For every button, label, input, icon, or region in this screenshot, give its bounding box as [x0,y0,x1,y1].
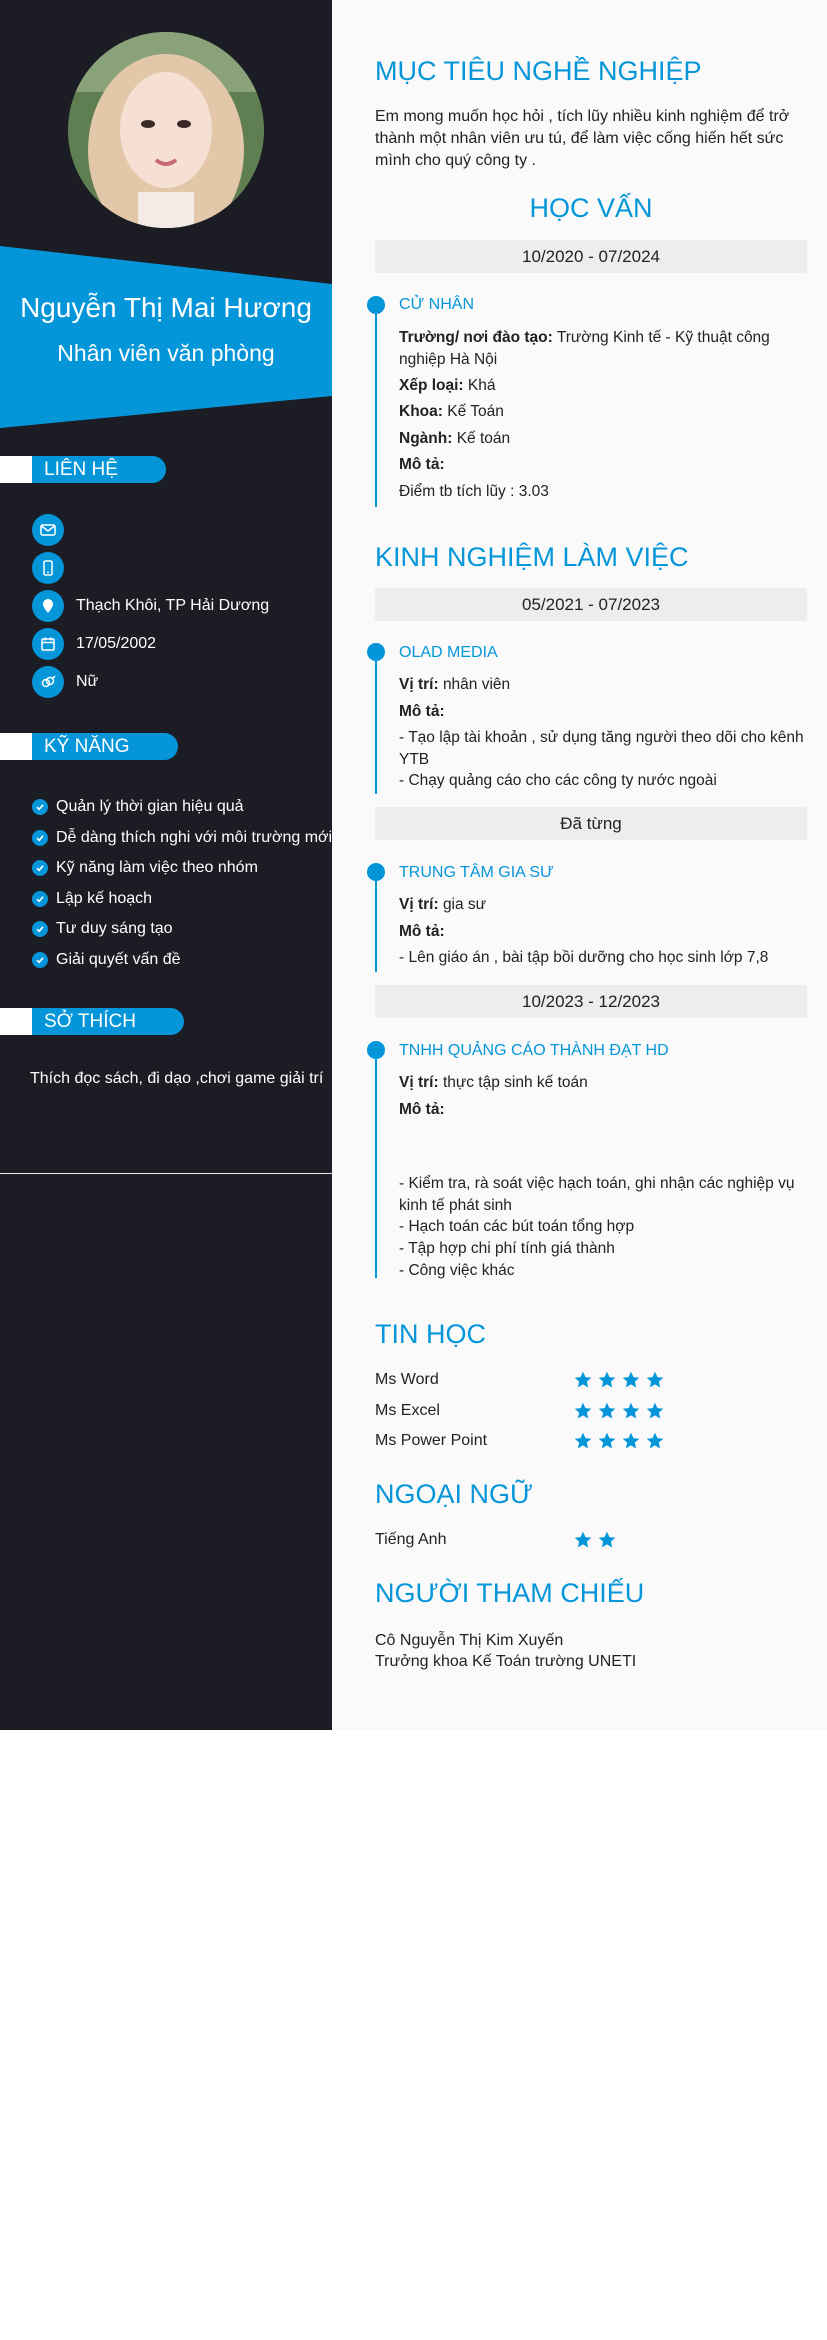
star-rating [573,1370,665,1390]
job-desc-line: - Kiểm tra, rà soát việc hạch toán, ghi nhận các nghiệp vụ kinh tế phát sinh [399,1175,795,1214]
objective-title: MỤC TIÊU NGHỀ NGHIỆP [375,56,702,86]
contact-phone [32,552,76,584]
star-icon [621,1370,641,1390]
education-timeline [375,305,377,507]
star-icon [573,1530,593,1550]
job-position: Vị trí: thực tập sinh kế toán [399,1074,588,1091]
reference-name: Cô Nguyễn Thị Kim Xuyến [375,1632,564,1649]
check-icon [32,952,48,968]
star-icon [597,1370,617,1390]
job-position: Vị trí: nhân viên [399,676,511,693]
job-timeline [375,652,377,794]
references-title: NGƯỜI THAM CHIẾU [375,1578,645,1608]
check-icon [32,830,48,846]
star-icon [573,1370,593,1390]
star-icon [645,1431,665,1451]
timeline-dot [367,643,385,661]
skills-title: KỸ NĂNG [32,733,178,760]
job-period: 10/2023 - 12/2023 [375,985,807,1018]
check-icon [32,860,48,876]
language-row: Tiếng Anh [375,1529,807,1551]
star-icon [597,1401,617,1421]
gender-icon [32,666,64,698]
job-title: Nhân viên văn phòng [57,340,275,366]
skill-item: Tư duy sáng tạo [32,919,173,939]
star-icon [621,1401,641,1421]
check-icon [32,891,48,907]
check-icon [32,921,48,937]
star-rating [573,1530,617,1550]
skill-item: Giải quyết vấn đề [32,950,181,970]
job-timeline [375,872,377,972]
star-icon [573,1401,593,1421]
timeline-dot [367,296,385,314]
experience-title: KINH NGHIỆM LÀM VIỆC [375,542,689,572]
education-rank: Xếp loại: Khá [399,377,496,394]
job-position: Vị trí: gia sư [399,896,487,913]
star-rating [573,1431,665,1451]
it-skill-row: Ms Excel [375,1400,807,1422]
contact-gender: Nữ [32,666,98,698]
job-company: TRUNG TÂM GIA SƯ [399,864,554,881]
skill-item: Lập kế hoạch [32,889,152,909]
it-skills-title: TIN HỌC [375,1319,486,1349]
phone-icon [32,552,64,584]
timeline-dot [367,1041,385,1059]
contact-birthday: 17/05/2002 [32,628,156,660]
education-period: 10/2020 - 07/2024 [375,240,807,273]
objective-text: Em mong muốn học hỏi , tích lũy nhiều kinh nghiệm để trở thành một nhân viên ưu tú, để làm việc cống hiến hết sức mình cho quý công ty . [375,108,790,169]
job-desc-line: - Tạo lập tài khoản , sử dụng tăng người theo dõi cho kênh YTB [399,729,804,768]
education-desc: Điểm tb tích lũy : 3.03 [399,483,549,500]
email-icon [32,514,64,546]
timeline-dot [367,863,385,881]
job-period: Đã từng [375,807,807,840]
degree: CỬ NHÂN [399,296,474,313]
job-desc-label: Mô tả: [399,923,445,940]
education-desc-label: Mô tả: [399,456,445,473]
skill-item: Kỹ năng làm việc theo nhóm [32,858,258,878]
star-rating [573,1401,665,1421]
job-desc-label: Mô tả: [399,1101,445,1118]
hobbies-text: Thích đọc sách, đi dạo ,chơi game giải trí [30,1070,324,1087]
education-major: Ngành: Kế toán [399,430,511,447]
it-skill-row: Ms Word [375,1369,807,1391]
job-desc-label: Mô tả: [399,703,445,720]
job-company: TNHH QUẢNG CÁO THÀNH ĐẠT HD [399,1042,669,1059]
job-desc-line: - Công việc khác [399,1262,515,1279]
sidebar-divider [0,1173,332,1174]
full-name: Nguyễn Thị Mai Hương [20,292,312,323]
star-icon [645,1370,665,1390]
avatar [68,32,264,228]
star-icon [597,1530,617,1550]
check-icon [32,799,48,815]
portrait-photo [68,32,264,228]
hobbies-title: SỞ THÍCH [32,1008,184,1035]
star-icon [597,1431,617,1451]
job-timeline [375,1050,377,1278]
job-desc-line: - Hạch toán các bút toán tổng hợp [399,1218,635,1235]
calendar-icon [32,628,64,660]
education-faculty: Khoa: Kế Toán [399,403,504,420]
contact-title: LIÊN HỆ [32,456,166,483]
star-icon [573,1431,593,1451]
skill-item: Dễ dàng thích nghi với môi trường mới [32,828,332,848]
skill-item: Quản lý thời gian hiệu quả [32,797,244,817]
education-school: Trường/ nơi đào tạo: Trường Kinh tế - Kỹ thuật công nghiệp Hà Nội [399,329,770,368]
it-skill-row: Ms Power Point [375,1430,807,1452]
reference-position: Trưởng khoa Kế Toán trường UNETI [375,1653,637,1670]
education-title: HỌC VẤN [529,193,653,223]
job-period: 05/2021 - 07/2023 [375,588,807,621]
job-desc-line: - Tập hợp chi phí tính giá thành [399,1240,615,1257]
languages-title: NGOẠI NGỮ [375,1479,534,1509]
job-company: OLAD MEDIA [399,644,498,661]
contact-email [32,514,76,546]
location-icon [32,590,64,622]
star-icon [645,1401,665,1421]
job-desc-line: - Chạy quảng cáo cho các công ty nước ngoài [399,772,717,789]
contact-address: Thạch Khôi, TP Hải Dương [32,590,269,622]
job-desc-line: - Lên giáo án , bài tập bồi dưỡng cho học sinh lớp 7,8 [399,949,769,966]
star-icon [621,1431,641,1451]
